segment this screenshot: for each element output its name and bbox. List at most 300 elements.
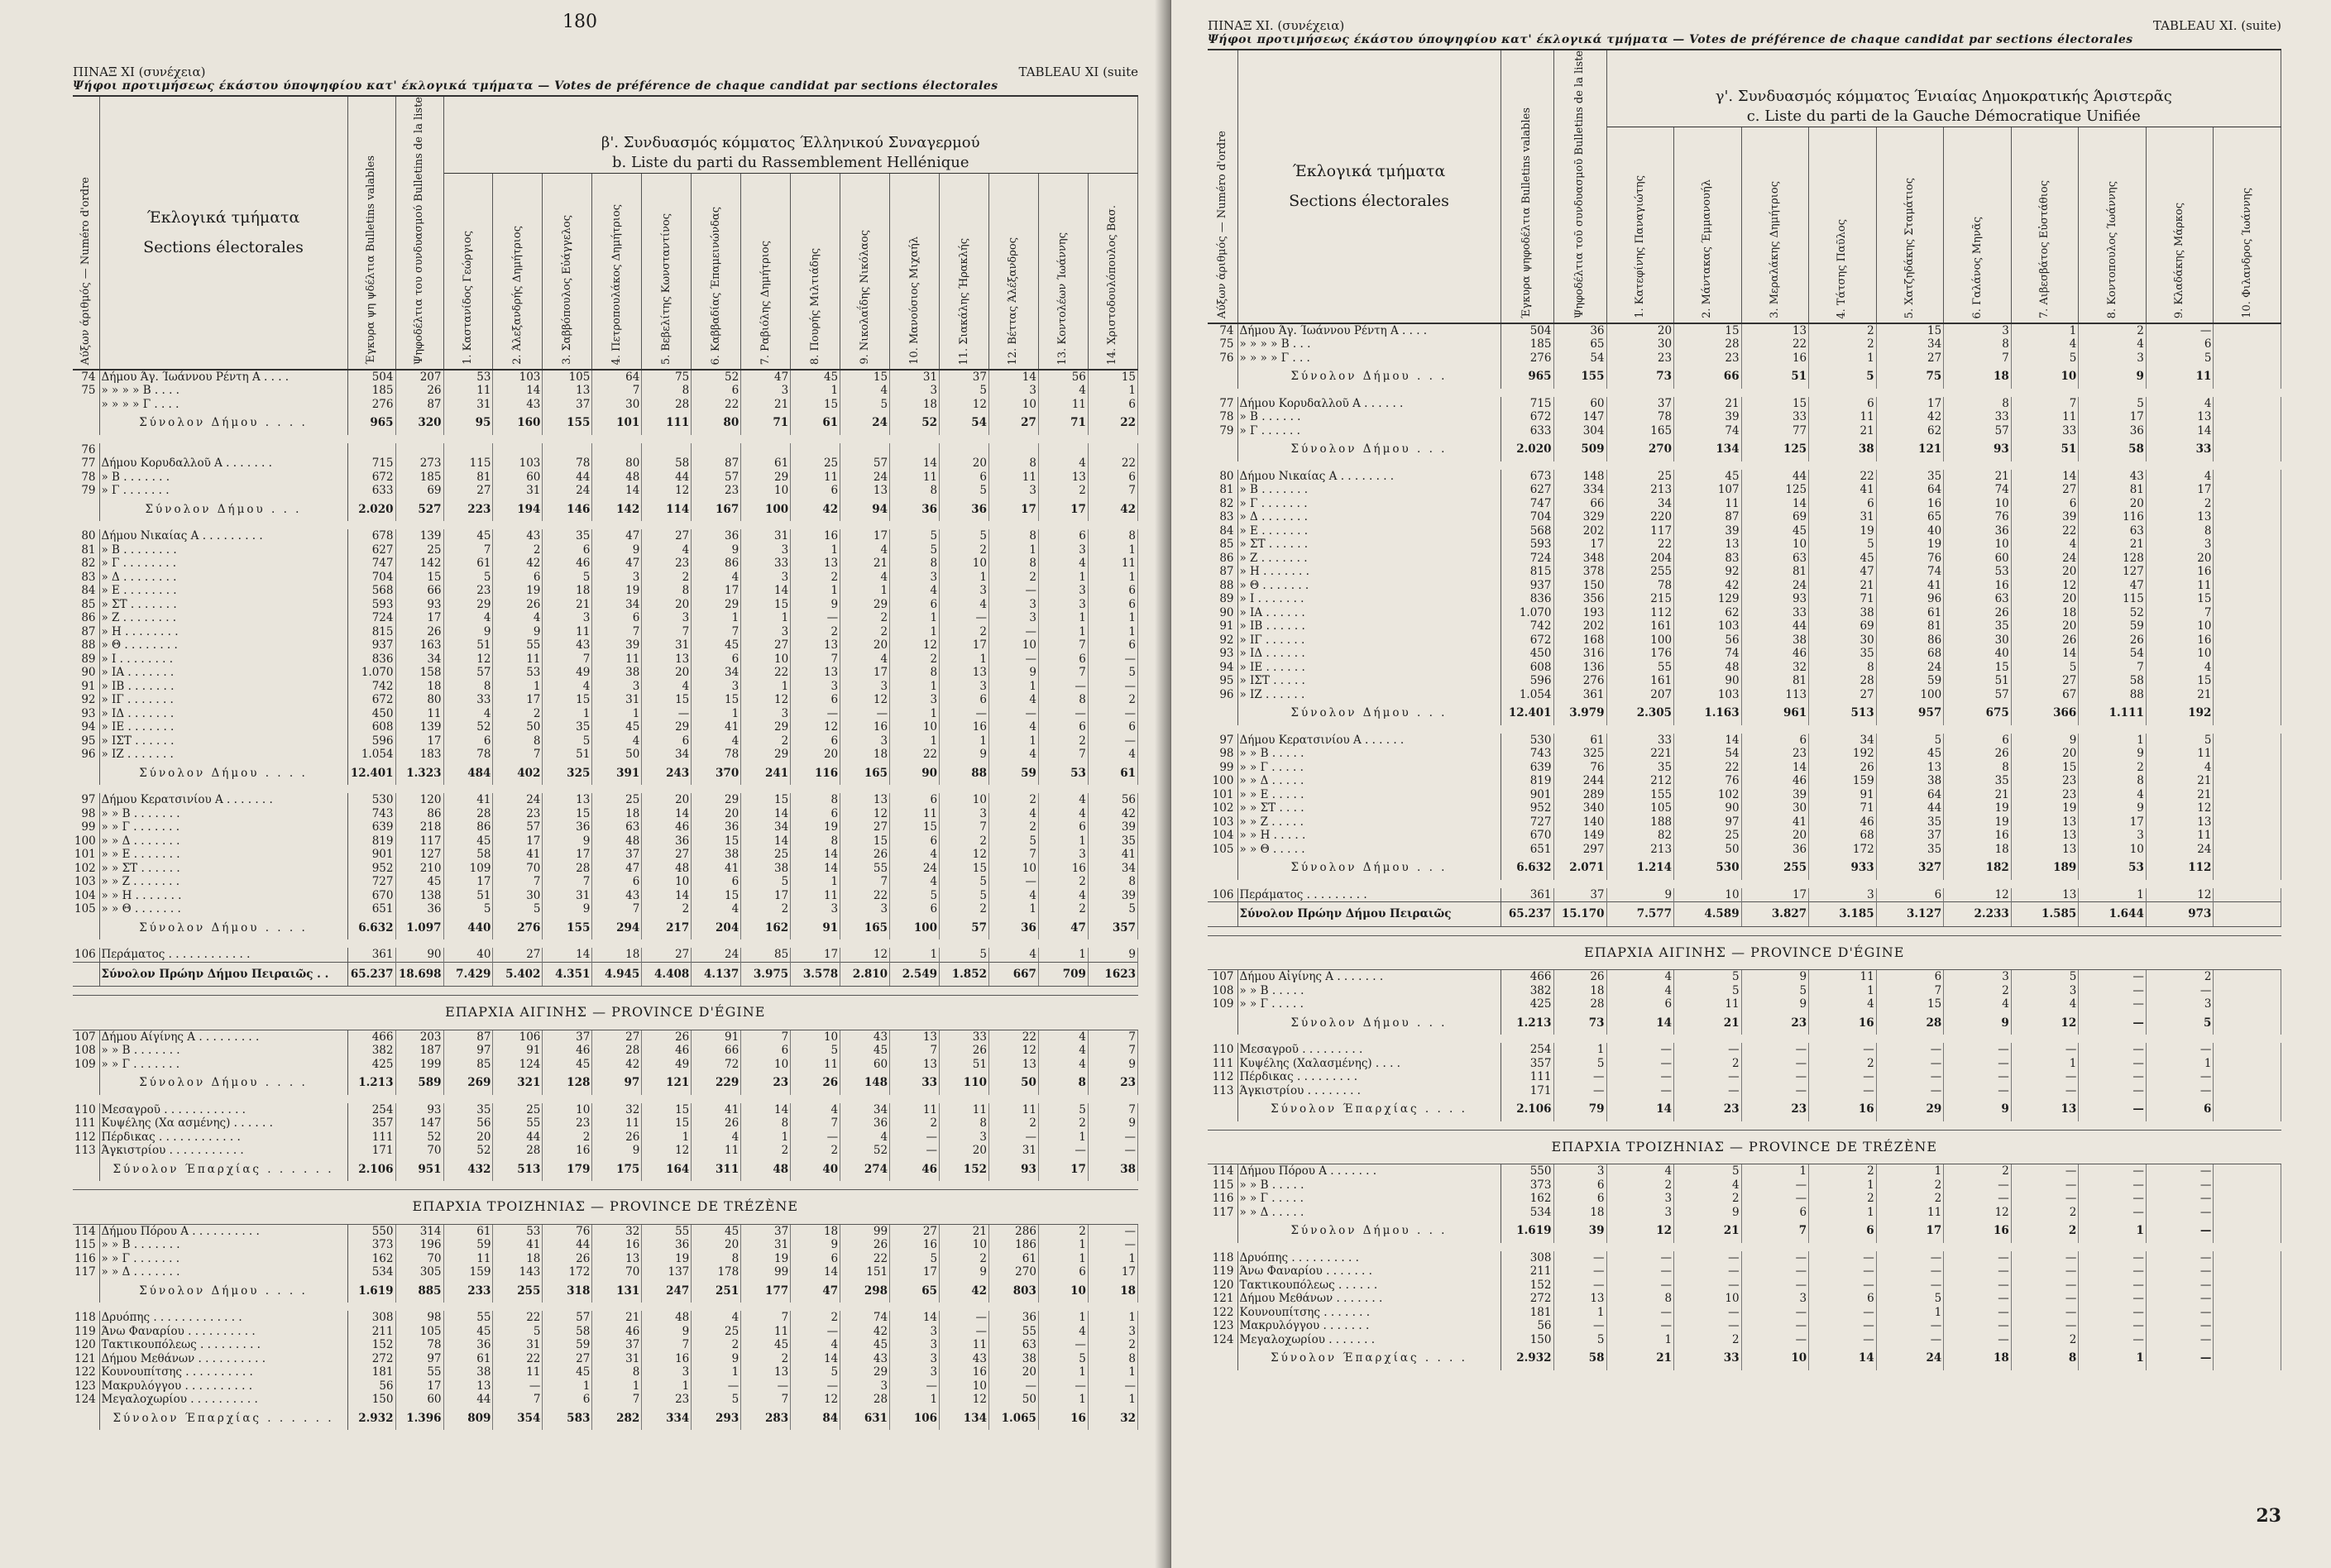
vote-cell: 59 — [543, 1338, 592, 1352]
vote-cell: 2 — [988, 820, 1038, 834]
vote-cell: — — [1944, 1292, 2012, 1306]
vote-cell: 61 — [1553, 734, 1606, 748]
vote-cell: 14 — [791, 1265, 840, 1279]
vote-cell: 14 — [741, 1103, 791, 1117]
vote-cell: 185 — [347, 384, 395, 398]
vote-cell: 3 — [1088, 1325, 1137, 1339]
vote-cell: 57 — [1944, 688, 2012, 702]
vote-cell: 357 — [347, 1116, 395, 1131]
vote-cell: 105 — [395, 1325, 443, 1339]
vote-cell: 11 — [940, 1338, 989, 1352]
vote-cell: 6 — [592, 611, 642, 625]
section-name: Δήμου Πόρου Α . . . . . . . — [1237, 1164, 1501, 1178]
vote-cell: 65 — [890, 1279, 940, 1303]
vote-cell: 58 — [1553, 1346, 1606, 1370]
vote-cell: 38 — [592, 666, 642, 680]
vote-cell: 715 — [1501, 397, 1553, 411]
vote-cell: 16 — [1741, 351, 1809, 366]
vote-cell: — — [1553, 1084, 1606, 1098]
sum-row — [1208, 1097, 2281, 1121]
section-name: » » Γ . . . . . — [1237, 997, 1501, 1011]
table-row — [1208, 424, 2281, 438]
vote-cell: 77 — [1741, 424, 1809, 438]
vote-cell: 1.163 — [1674, 701, 1742, 725]
section-name: » ΣΤ . . . . . . — [1237, 538, 1501, 552]
vote-cell: 5 — [1553, 1057, 1606, 1071]
table-row — [1208, 829, 2281, 843]
vote-cell: 7 — [493, 748, 543, 762]
vote-cell: 305 — [395, 1265, 443, 1279]
vote-cell: 1 — [940, 653, 989, 667]
vote-cell — [2214, 1292, 2281, 1306]
vote-cell: 5 — [1038, 1352, 1088, 1366]
vote-cell: 15 — [642, 1103, 692, 1117]
vote-cell: 22 — [2011, 524, 2079, 538]
vote-cell: 2.305 — [1606, 701, 1674, 725]
row-number: 116 — [73, 1252, 99, 1266]
vote-cell: 8 — [2011, 1346, 2079, 1370]
section-name: Περάματος . . . . . . . . . — [1237, 888, 1501, 902]
vote-cell: — — [2011, 1043, 2079, 1057]
vote-cell: 5 — [890, 543, 940, 557]
vote-cell: 68 — [1809, 829, 1877, 843]
vote-cell: 10 — [940, 793, 989, 807]
vote-cell: 1 — [1088, 1311, 1137, 1325]
vote-cell: 2.932 — [1501, 1346, 1553, 1370]
vote-cell: 9 — [988, 666, 1038, 680]
vote-cell: 39 — [1741, 788, 1809, 802]
section-name: » Ζ . . . . . . . . — [99, 611, 347, 625]
vote-cell — [2214, 997, 2281, 1011]
vote-cell: 36 — [642, 1238, 692, 1252]
vote-cell: 27 — [988, 411, 1038, 435]
vote-cell: 286 — [988, 1224, 1038, 1238]
vote-cell: 19 — [1876, 538, 1944, 552]
vote-cell: 957 — [1876, 701, 1944, 725]
vote-cell: 13 — [890, 1030, 940, 1044]
row-number: 88 — [1208, 579, 1237, 593]
vote-cell: 14 — [890, 1311, 940, 1325]
vote-cell: 192 — [2146, 701, 2214, 725]
vote-cell: 172 — [543, 1265, 592, 1279]
vote-cell — [2214, 647, 2281, 661]
vote-cell: 22 — [741, 666, 791, 680]
row-number — [1208, 1097, 1237, 1121]
section-name: Δρυόπης . . . . . . . . . . . . . — [99, 1311, 347, 1325]
vote-cell: 46 — [592, 1325, 642, 1339]
vote-cell: 6 — [692, 653, 741, 667]
vote-cell: 23 — [1674, 351, 1742, 366]
row-number: 97 — [73, 793, 99, 807]
vote-cell: 23 — [443, 584, 493, 598]
vote-cell: 52 — [692, 370, 741, 385]
vote-cell: 81 — [1741, 565, 1809, 579]
vote-cell: 1.213 — [347, 1071, 395, 1095]
vote-cell: 22 — [1606, 538, 1674, 552]
vote-cell: — — [1741, 1178, 1809, 1193]
vote-cell — [2214, 1070, 2281, 1084]
vote-cell: — — [2079, 1057, 2147, 1071]
vote-cell: 17 — [395, 1379, 443, 1394]
vote-cell: 23 — [741, 1071, 791, 1095]
section-name: Σύνολον Δήμου . . . . — [99, 762, 347, 786]
vote-cell: 20 — [940, 457, 989, 471]
vote-cell: 161 — [1606, 674, 1674, 688]
vote-cell: 12 — [642, 1144, 692, 1158]
vote-cell: 60 — [840, 1058, 890, 1072]
row-number: 100 — [73, 834, 99, 849]
vote-cell: 4 — [940, 598, 989, 612]
vote-cell: 5 — [791, 1365, 840, 1379]
vote-cell: 8 — [1038, 1071, 1088, 1095]
vote-cell: — — [1088, 1238, 1137, 1252]
vote-cell: 5 — [890, 529, 940, 543]
vote-cell: 41 — [692, 862, 741, 876]
vote-cell: 724 — [347, 611, 395, 625]
vote-cell: 138 — [395, 889, 443, 903]
vote-cell: 27 — [2011, 674, 2079, 688]
vote-cell: 56 — [347, 1379, 395, 1394]
row-number — [73, 916, 99, 940]
vote-cell: 20 — [2011, 747, 2079, 761]
vote-cell: 70 — [493, 862, 543, 876]
vote-cell: 46 — [890, 1158, 940, 1182]
vote-cell: 26 — [840, 1238, 890, 1252]
table-row — [73, 584, 1138, 598]
vote-cell: 8 — [791, 793, 840, 807]
vote-cell: 27 — [443, 484, 493, 498]
vote-cell: 2.020 — [1501, 437, 1553, 461]
vote-cell: 2 — [1809, 337, 1877, 351]
vote-cell: 17 — [741, 889, 791, 903]
vote-cell: 52 — [2079, 606, 2147, 620]
vote-cell: 40 — [791, 1158, 840, 1182]
vote-cell: 29 — [840, 598, 890, 612]
vote-cell: 188 — [1606, 815, 1674, 829]
row-number: 95 — [73, 734, 99, 748]
vote-cell: 747 — [1501, 497, 1553, 511]
vote-cell: 37 — [1876, 829, 1944, 843]
vote-cell: 23 — [1741, 1097, 1809, 1121]
section-name: Σύνολον Πρώην Δήμου Πειραιῶς . . — [99, 962, 347, 987]
section-name: » » Δ . . . . . — [1237, 774, 1501, 788]
vote-cell: 109 — [443, 862, 493, 876]
vote-cell: 2 — [890, 1116, 940, 1131]
row-number: 99 — [1208, 761, 1237, 775]
vote-cell: 1 — [1809, 1206, 1877, 1220]
vote-cell: 1.644 — [2079, 902, 2147, 927]
vote-cell: 73 — [1553, 1011, 1606, 1035]
vote-cell: — — [2146, 1333, 2214, 1347]
vote-cell: — — [2146, 1084, 2214, 1098]
table-row — [73, 384, 1138, 398]
table-row — [73, 370, 1138, 385]
vote-cell: 16 — [840, 720, 890, 734]
vote-cell: 5 — [940, 484, 989, 498]
vote-cell: 36 — [890, 498, 940, 522]
vote-cell: 952 — [1501, 801, 1553, 815]
section-name: Σύνολον Δήμου . . . — [1237, 365, 1501, 389]
vote-cell: 17 — [1038, 498, 1088, 522]
vote-cell: 22 — [840, 889, 890, 903]
vote-cell: 17 — [443, 875, 493, 889]
vote-cell: 4 — [840, 384, 890, 398]
vote-cell: 99 — [741, 1265, 791, 1279]
sum-row — [1208, 701, 2281, 725]
vote-cell: 7 — [493, 1393, 543, 1407]
vote-cell: — — [1944, 1264, 2012, 1279]
vote-cell: 12 — [840, 948, 890, 962]
vote-cell: 81 — [2079, 483, 2147, 497]
vote-cell: — — [890, 1379, 940, 1394]
vote-cell: 29 — [443, 598, 493, 612]
vote-cell: 3 — [940, 807, 989, 821]
vote-cell: 28 — [592, 1044, 642, 1058]
vote-cell: 6 — [1038, 653, 1088, 667]
vote-cell: 10 — [940, 1379, 989, 1394]
vote-cell: 14 — [642, 889, 692, 903]
vote-cell: 38 — [741, 862, 791, 876]
vote-cell: 633 — [347, 484, 395, 498]
row-number: 113 — [73, 1144, 99, 1158]
table-header-line — [73, 65, 1138, 79]
vote-cell: 82 — [1606, 829, 1674, 843]
vote-cell — [642, 443, 692, 457]
vote-cell: 1 — [692, 611, 741, 625]
row-number — [1208, 1011, 1237, 1035]
vote-cell: 5 — [940, 889, 989, 903]
vote-cell: 4 — [692, 1131, 741, 1145]
vote-cell: — — [2146, 1192, 2214, 1206]
vote-cell: — — [1944, 1306, 2012, 1320]
vote-cell: 247 — [642, 1279, 692, 1303]
vote-cell: 3 — [2079, 351, 2147, 366]
vote-cell: 8 — [1809, 661, 1877, 675]
vote-cell: 35 — [1876, 470, 1944, 484]
vote-cell: 121 — [1876, 437, 1944, 461]
vote-cell: 1 — [1088, 1393, 1137, 1407]
vote-cell: 43 — [493, 529, 543, 543]
vote-cell: 26 — [2079, 633, 2147, 648]
vote-cell: 327 — [1876, 856, 1944, 880]
party-header: β'. Συνδυασμός κόμματος Έλληνικού Συναγερμού b. Liste du parti du Rassemblement Hellénique — [443, 97, 1138, 173]
vote-cell: 675 — [1944, 701, 2012, 725]
vote-cell: 39 — [1088, 820, 1137, 834]
row-number: 93 — [73, 707, 99, 721]
vote-cell: 13 — [1741, 323, 1809, 338]
section-name: Σύνολον Δήμου . . . — [1237, 1011, 1501, 1035]
vote-cell: 57 — [840, 457, 890, 471]
vote-cell: 13 — [2011, 888, 2079, 902]
section-name: » » Γ . . . . . . . — [99, 1058, 347, 1072]
vote-cell: 203 — [395, 1030, 443, 1044]
vote-cell: 21 — [2146, 688, 2214, 702]
vote-cell: 45 — [443, 1325, 493, 1339]
vote-cell: 2 — [2011, 1206, 2079, 1220]
vote-cell: 17 — [1876, 397, 1944, 411]
vote-cell: 18 — [2011, 606, 2079, 620]
vote-cell: 34 — [395, 653, 443, 667]
table-row — [73, 693, 1138, 707]
vote-cell: 7 — [642, 1338, 692, 1352]
vote-cell: 20 — [791, 748, 840, 762]
vote-cell: 56 — [1674, 633, 1742, 648]
vote-cell: 3 — [890, 693, 940, 707]
vote-cell: 24 — [1876, 661, 1944, 675]
vote-cell: 58 — [443, 848, 493, 862]
vote-cell: 28 — [443, 807, 493, 821]
grand-row — [1208, 902, 2281, 927]
vote-cell: 155 — [1606, 788, 1674, 802]
vote-cell: 202 — [1553, 619, 1606, 633]
vote-cell: 1.213 — [1501, 1011, 1553, 1035]
vote-cell: 210 — [395, 862, 443, 876]
vote-cell: 16 — [1876, 497, 1944, 511]
vote-cell: 20 — [2011, 565, 2079, 579]
section-name: Σύνολον Δήμου . . . — [1237, 1219, 1501, 1243]
vote-cell — [493, 443, 543, 457]
row-number: 83 — [1208, 510, 1237, 524]
vote-cell: — — [1944, 1070, 2012, 1084]
vote-cell: 2 — [1809, 1192, 1877, 1206]
vote-cell: 2.020 — [347, 498, 395, 522]
vote-cell: 215 — [1606, 592, 1674, 606]
section-name: » » Β . . . . . — [1237, 984, 1501, 998]
vote-cell: 28 — [1674, 337, 1742, 351]
vote-cell: — — [840, 707, 890, 721]
vote-cell: 12 — [2011, 579, 2079, 593]
section-name: Κουνουπίτσης . . . . . . . . . . — [99, 1365, 347, 1379]
sum-row — [73, 1407, 1138, 1431]
vote-cell: 3 — [988, 484, 1038, 498]
vote-cell: — — [791, 1131, 840, 1145]
vote-cell: 61 — [1876, 606, 1944, 620]
vote-cell: — — [1944, 1057, 2012, 1071]
vote-cell: 6 — [741, 1044, 791, 1058]
table-row — [73, 471, 1138, 485]
vote-cell: 58 — [543, 1325, 592, 1339]
vote-cell: — — [988, 584, 1038, 598]
vote-cell: 836 — [1501, 592, 1553, 606]
vote-cell: 4 — [1038, 1325, 1088, 1339]
sum-row — [73, 1158, 1138, 1182]
vote-cell: — — [2079, 1206, 2147, 1220]
table-row — [73, 666, 1138, 680]
vote-cell: 1 — [1876, 1164, 1944, 1178]
vote-cell: 17 — [395, 611, 443, 625]
vote-cell: 125 — [1741, 483, 1809, 497]
vote-cell: 550 — [1501, 1164, 1553, 1178]
vote-cell: 218 — [395, 820, 443, 834]
vote-cell: 5 — [940, 948, 989, 962]
vote-cell — [2214, 365, 2281, 389]
sections-column-header: Έκλογικά τμήματα Sections électorales — [1237, 50, 1501, 323]
vote-cell: 73 — [1606, 365, 1674, 389]
vote-cell: 2 — [741, 1144, 791, 1158]
vote-cell: 10 — [890, 720, 940, 734]
candidate-header: 10. Μανούσιος Μιχαήλ — [890, 173, 940, 370]
vote-cell: 294 — [592, 916, 642, 940]
vote-cell: 2 — [988, 793, 1038, 807]
table-row — [1208, 1043, 2281, 1057]
vote-cell: 670 — [1501, 829, 1553, 843]
vote-cell — [840, 443, 890, 457]
vote-cell: 21 — [1674, 1011, 1742, 1035]
vote-cell — [2214, 734, 2281, 748]
row-number: 121 — [1208, 1292, 1237, 1306]
vote-cell: 2 — [2146, 970, 2214, 984]
vote-cell: 48 — [592, 471, 642, 485]
vote-cell: 35 — [1876, 843, 1944, 857]
vote-cell: 161 — [1606, 619, 1674, 633]
vote-cell: 270 — [988, 1265, 1038, 1279]
vote-cell: 5 — [2011, 351, 2079, 366]
vote-cell: 35 — [1606, 761, 1674, 775]
vote-cell: 13 — [2146, 410, 2214, 424]
table-row — [1208, 619, 2281, 633]
vote-cell: 36 — [2079, 424, 2147, 438]
vote-cell: — — [1606, 1279, 1674, 1293]
vote-cell: 16 — [592, 1238, 642, 1252]
vote-cell: 17 — [2079, 815, 2147, 829]
vote-cell: 233 — [443, 1279, 493, 1303]
sum-row — [1208, 1346, 2281, 1370]
vote-cell: 53 — [1944, 565, 2012, 579]
vote-cell: 220 — [1606, 510, 1674, 524]
section-name: » » Γ . . . . . . . — [99, 820, 347, 834]
vote-cell: 2 — [988, 571, 1038, 585]
vote-cell: — — [1741, 1264, 1809, 1279]
vote-cell: 23 — [692, 484, 741, 498]
vote-cell: 17 — [940, 638, 989, 653]
vote-cell: 6 — [1088, 720, 1137, 734]
vote-cell: 22 — [692, 398, 741, 412]
table-row — [1208, 606, 2281, 620]
vote-cell: — — [2079, 1084, 2147, 1098]
vote-cell: 48 — [741, 1158, 791, 1182]
vote-cell: 14 — [890, 457, 940, 471]
vote-cell: 53 — [493, 666, 543, 680]
vote-cell: 114 — [642, 498, 692, 522]
vote-cell: 129 — [1674, 592, 1742, 606]
vote-cell: 378 — [1553, 565, 1606, 579]
vote-cell: 57 — [1944, 424, 2012, 438]
table-row — [1208, 674, 2281, 688]
vote-cell: 7 — [2011, 397, 2079, 411]
vote-cell: 1 — [1741, 1164, 1809, 1178]
vote-cell: 41 — [1809, 483, 1877, 497]
vote-cell: 1 — [543, 1379, 592, 1394]
vote-cell: 4 — [890, 875, 940, 889]
vote-cell: — — [2011, 1070, 2079, 1084]
vote-cell: 48 — [642, 1311, 692, 1325]
vote-cell: 7 — [791, 1116, 840, 1131]
vote-cell: 2 — [1038, 1116, 1088, 1131]
row-number: 91 — [73, 680, 99, 694]
vote-cell — [2214, 633, 2281, 648]
vote-cell: 57 — [493, 820, 543, 834]
vote-cell: 19 — [592, 584, 642, 598]
vote-cell: 3 — [2011, 984, 2079, 998]
results-table — [73, 97, 1138, 1438]
vote-cell: — — [1944, 1084, 2012, 1098]
vote-cell: 27 — [642, 948, 692, 962]
vote-cell: 382 — [1501, 984, 1553, 998]
vote-cell: 28 — [840, 1393, 890, 1407]
vote-cell: 165 — [1606, 424, 1674, 438]
vote-cell: 30 — [1606, 337, 1674, 351]
row-number — [1208, 1346, 1237, 1370]
